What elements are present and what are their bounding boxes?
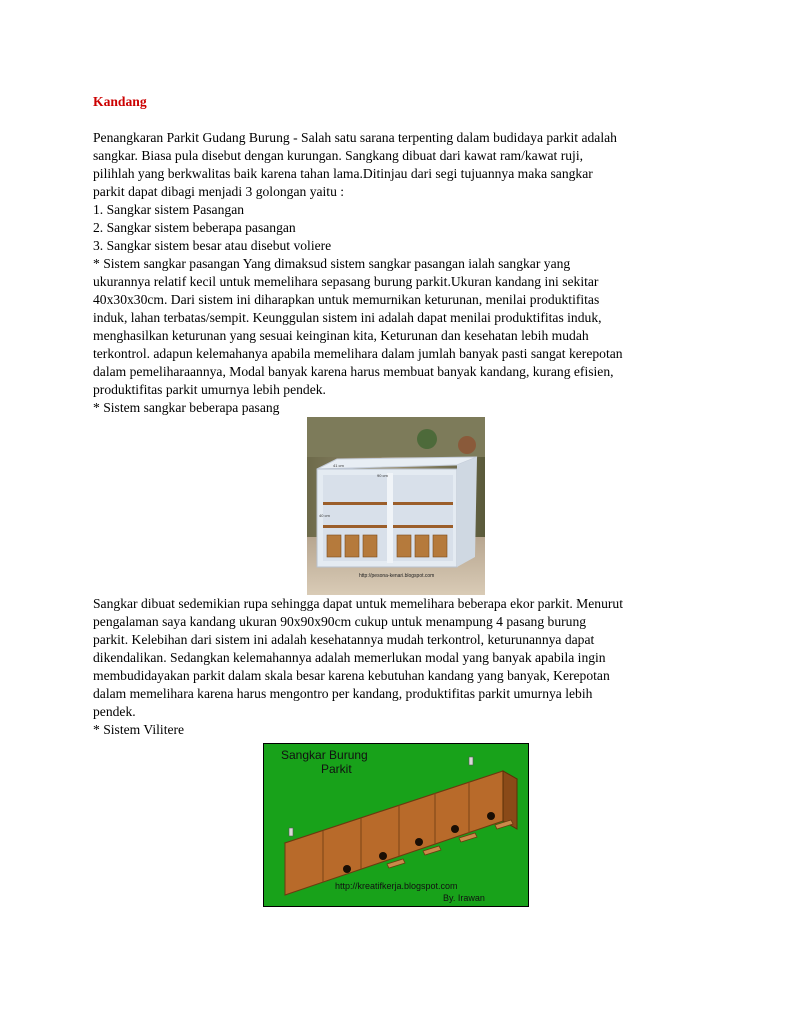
list-item-1: 1. Sangkar sistem Pasangan: [93, 202, 245, 217]
text-line: pilihlah yang berkwalitas baik karena tahan lama.Ditinjau dari segi tujuannya maka sangkar: [93, 166, 593, 181]
photo-watermark: http://pesona-kenari.blogspot.com: [359, 573, 435, 579]
text-line: sangkar. Biasa pula disebut dengan kurungan. Sangkang dibuat dari kawat ram/kawat ruji,: [93, 148, 583, 163]
text-line: Sangkar dibuat sedemikian rupa sehingga dapat untuk memelihara beberapa ekor parkit. Menurut: [93, 596, 623, 611]
paragraph-2: [93, 595, 703, 739]
text-line: dikendalikan. Sedangkan kelemahannya adalah memerlukan modal yang banyak apabila ingin: [93, 650, 606, 665]
text-line: terkontrol. adapun kelemahanya apabila memelihara dalam jumlah banyak pasti sangat kerepotan: [93, 346, 623, 361]
document-page: [93, 93, 703, 907]
section-heading: Kandang: [93, 94, 147, 109]
label-height: 40 cm: [319, 513, 330, 518]
list-item-3: 3. Sangkar sistem besar atau disebut voliere: [93, 238, 332, 253]
text-line: pengalaman saya kandang ukuran 90x90x90cm cukup untuk menampung 4 pasang burung: [93, 614, 587, 629]
label-depth: 41 cm: [333, 463, 344, 468]
text-line: dalam memelihara karena harus mengontro per kandang, produktifitas parkit umurnya lebih: [93, 686, 593, 701]
text-line: menghasilkan keturunan yang sesuai keinginan kita, Keturunan dan kesehatan lebih mudah: [93, 328, 589, 343]
text-line: parkit dapat dibagi menjadi 3 golongan yaitu :: [93, 184, 345, 199]
text-line: dalam pemeliharaannya, Modal banyak karena harus membuat banyak kandang, kurang efisien,: [93, 364, 614, 379]
text-line: parkit. Kelebihan dari sistem ini adalah kesehatannya mudah terkontrol, keturunannya dapat: [93, 632, 595, 647]
text-line: induk, lahan terbatas/sempit. Keunggulan sistem ini adalah dapat menilai produktifitas induk,: [93, 310, 602, 325]
text-line: * Sistem sangkar beberapa pasang: [93, 400, 280, 415]
illustration-url: http://kreatifkerja.blogspot.com: [335, 881, 458, 891]
list-item-2: 2. Sangkar sistem beberapa pasangan: [93, 220, 296, 235]
text-line: Penangkaran Parkit Gudang Burung - Salah satu sarana terpenting dalam budidaya parkit adalah: [93, 130, 617, 145]
text-line: * Sistem sangkar pasangan Yang dimaksud sistem sangkar pasangan ialah sangkar yang: [93, 256, 571, 271]
cage-photo-image: [307, 417, 485, 595]
label-width: 90 cm: [377, 473, 388, 478]
cage-photo: [307, 417, 485, 595]
text-line: * Sistem Vilitere: [93, 722, 185, 737]
nestbox-illustration-image: [263, 743, 529, 907]
illustration-credit: By. Irawan: [443, 893, 485, 903]
text-line: 40x30x30cm. Dari sistem ini diharapkan untuk memurnikan keturunan, menilai produktifitas: [93, 292, 600, 307]
illustration-title-1: Sangkar Burung: [281, 748, 368, 762]
text-line: produktifitas parkit umurnya lebih pendek.: [93, 382, 326, 397]
text-line: ukurannya relatif kecil untuk memelihara sepasang burung parkit.Ukuran kandang ini sekitar: [93, 274, 599, 289]
paragraph-1: [93, 129, 703, 417]
text-line: pendek.: [93, 704, 136, 719]
nestbox-illustration: [263, 743, 529, 907]
illustration-title-2: Parkit: [321, 762, 352, 776]
text-line: membudidayakan parkit dalam skala besar karena kebutuhan kandang yang banyak, Kerepotan: [93, 668, 610, 683]
